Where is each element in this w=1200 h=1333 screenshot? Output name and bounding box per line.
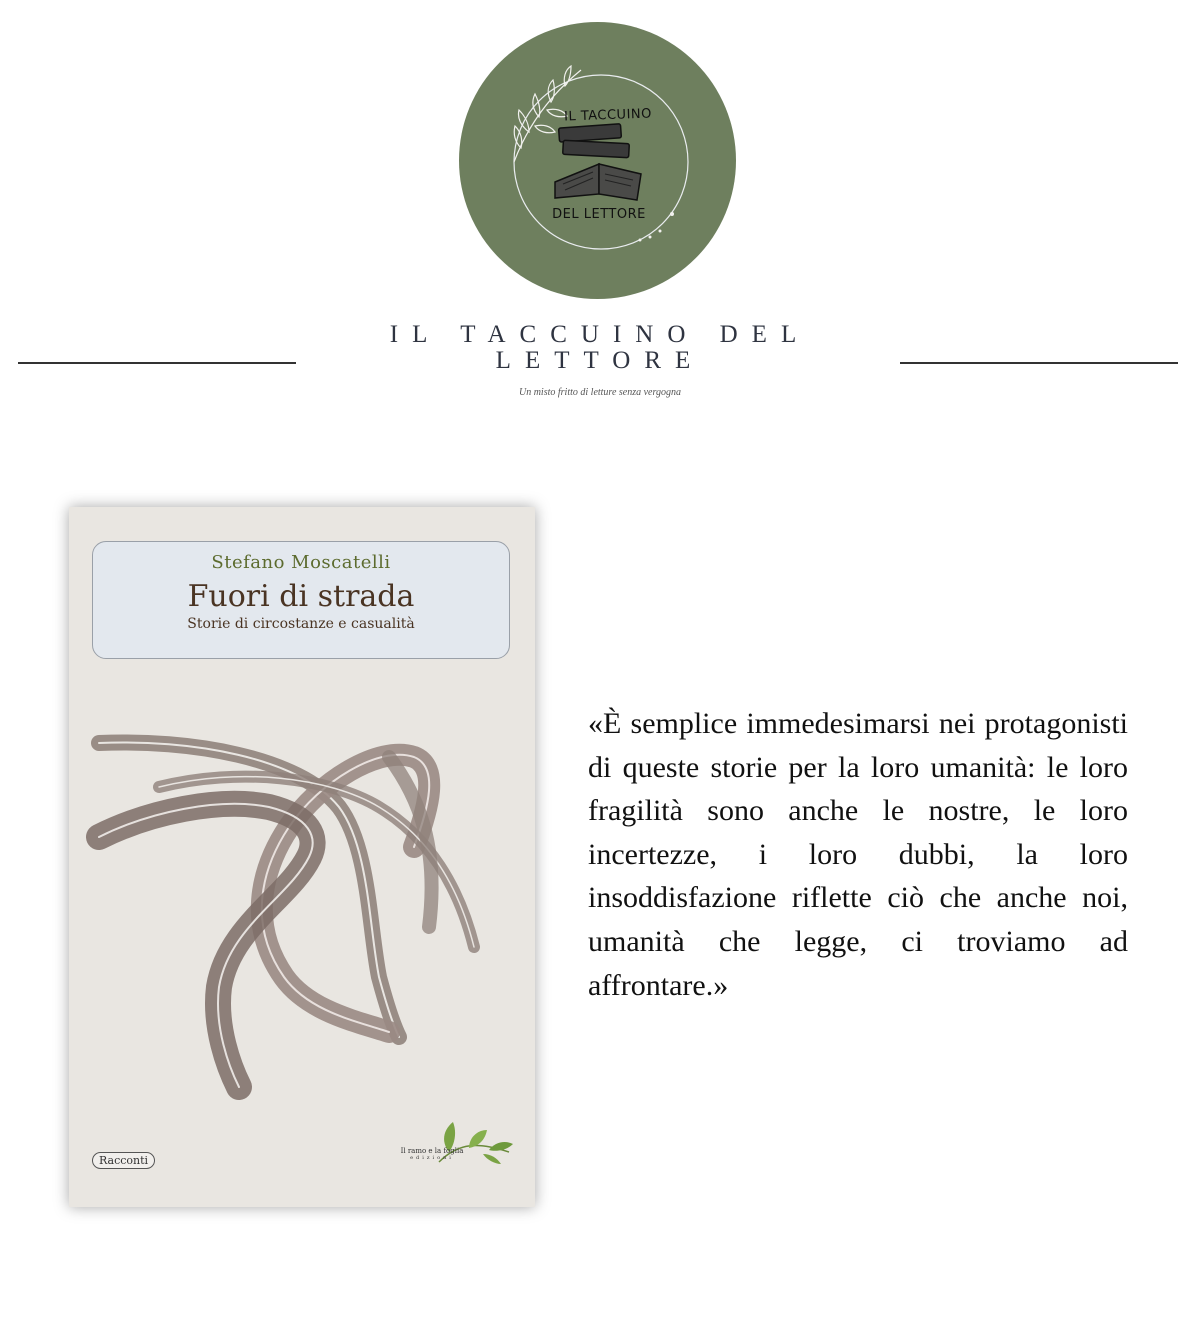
books-icon bbox=[559, 124, 630, 158]
book-publisher-sub: edizioni bbox=[410, 1155, 454, 1161]
book-subtitle: Storie di circostanze e casualità bbox=[187, 616, 415, 632]
header-rule-right bbox=[900, 362, 1178, 364]
logo-text-bottom: DEL LETTORE bbox=[552, 207, 646, 222]
book-author: Stefano Moscatelli bbox=[211, 552, 391, 573]
blog-logo bbox=[459, 22, 736, 299]
logo-illustration bbox=[459, 22, 736, 299]
book-series-badge: Racconti bbox=[92, 1152, 155, 1169]
blog-tagline: Un misto fritto di letture senza vergogna bbox=[518, 387, 682, 398]
logo-text-top: IL TACCUINO bbox=[563, 106, 653, 125]
header-rule-left bbox=[18, 362, 296, 364]
book-title: Fuori di strada bbox=[187, 579, 415, 614]
book-publisher-name: Il ramo e la foglia bbox=[400, 1147, 464, 1155]
blog-title[interactable]: IL TACCUINO DEL LETTORE bbox=[389, 321, 811, 374]
leaf-icon bbox=[429, 1112, 519, 1172]
roads-illustration bbox=[69, 507, 535, 1207]
review-quote: «È semplice immedesimarsi nei protagonisti di queste storie per la loro umanità: le loro fragilità sono anche le nostre, le loro incertezze, i loro dubbi, la loro insoddisfazione riflette ciò che anche noi, umanità che legge, ci troviamo ad affrontare.» bbox=[588, 707, 1128, 1002]
book-cover bbox=[69, 507, 535, 1207]
open-book-icon bbox=[555, 164, 641, 200]
book-publisher bbox=[387, 1147, 477, 1162]
